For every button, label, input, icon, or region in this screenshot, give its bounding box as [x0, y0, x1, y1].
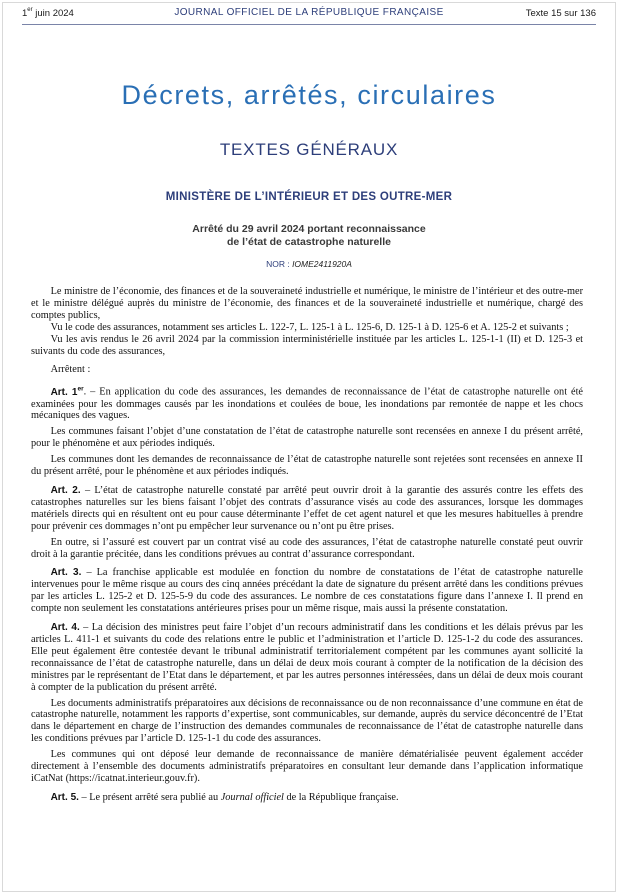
running-header — [22, 8, 596, 22]
article-4: Art. 4. – La décision des ministres peut faire l’objet d’un recours administratif dans les conditions et les délais prévus par les articles L. 411-1 et suivants du code des relations entre le public et l’administration et l’article D. 125-1-2 du code des assurances. Elle peut également être contestée devant le tribunal administratif territorialement compétent par les communes ayant sollicité la reconnaissance de l’état de catastrophe naturelle, dans un délai de deux mois courant à compter de la notification de la décision des ministres par le représentant de l’Etat dans le département, et par les autres personnes intéressées, dans un délai de deux mois courant à compter de la publication du présent arrêté. — [31, 622, 583, 693]
article-1-label: Art. 1er — [50, 385, 84, 398]
rubric-title: Décrets, arrêtés, circulaires — [121, 80, 497, 110]
journal-name: JOURNAL OFFICIEL DE LA RÉPUBLIQUE FRANÇAISE — [174, 7, 444, 18]
section-title: TEXTES GÉNÉRAUX — [219, 140, 399, 159]
publication-date: 1er juin 2024 — [22, 7, 74, 19]
document-body — [31, 286, 583, 804]
article-1-paragraph: Les communes dont les demandes de reconnaissance de l’état de catastrophe naturelle sont rejetées sont recensées en annexe II du présent arrêté, pour le phénomène et aux périodes indiqués. — [31, 454, 583, 478]
preamble-paragraph: Le ministre de l’économie, des finances et de la souveraineté industrielle et numérique, le ministre de l’intérieur et des outre-mer et le ministre délégué auprès du ministre de l’économie, des finances et de la souveraineté industrielle et numérique, chargé des comptes publics, — [31, 286, 583, 321]
arrete-title — [0, 223, 618, 249]
text-number: Texte 15 sur 136 — [525, 8, 596, 19]
article-1: Art. 1er. – En application du code des assurances, les demandes de reconnaissance de l’état de catastrophe naturelle ont été examinées pour les dommages causés par les inondations et coulées de boue, les inondations par remontée de nappe et les chocs mécaniques des vagues. — [31, 385, 583, 422]
header-rule — [22, 24, 596, 25]
article-4-paragraph: Les communes qui ont déposé leur demande de reconnaissance de manière dématérialisée peuvent également accéder directement à l’ensemble des documents administratifs préparatoires en consultant leur demande dans l’application informatique iCatNat (https://icatnat.interieur.gouv.fr). — [31, 749, 583, 784]
nor-reference — [0, 259, 618, 269]
article-2: Art. 2. – L’état de catastrophe naturelle constaté par arrêté peut ouvrir droit à la garantie des assurés contre les effets des catastrophes naturelles sur les biens faisant l’objet des contrats d’assurance visés au code des assurances, lorsque les dommages matériels directs qui en résultent ont eu pour cause déterminante l’effet de cet agent naturel et que les mesures habituelles à prendre pour prévenir ces dommages n’ont pu empêcher leur survenance ou n’ont pu être prises. — [31, 485, 583, 532]
nor-label: NOR : — [266, 259, 293, 269]
visa-paragraph: Vu les avis rendus le 26 avril 2024 par la commission interministérielle instituée par les articles L. 125-1-1 (II) et D. 125-3 et suivants du code des assurances, — [31, 333, 583, 357]
arretent-line: Arrêtent : — [50, 364, 91, 376]
article-3-label: Art. 3. — [50, 567, 82, 579]
arrete-title-line-1: Arrêté du 29 avril 2024 portant reconnaissance — [192, 223, 426, 235]
nor-code: IOME2411920A — [292, 259, 352, 269]
article-4-paragraph: Les documents administratifs préparatoires aux décisions de reconnaissance ou de non reconnaissance d’une commune en état de catastrophe naturelle, notamment les rapports d’expertise, sont communicables, sur demande, auprès du service déconcentré de l’Etat dans le département en charge de l’instruction des demandes communales de reconnaissance de l’état de catastrophe naturelle dans les conditions prévues par l’article D. 125-1-1 du code des assurances. — [31, 697, 583, 745]
ministry-heading: MINISTÈRE DE L’INTÉRIEUR ET DES OUTRE-MER — [165, 191, 453, 203]
article-5: Art. 5. – Le présent arrêté sera publié au Journal officiel de la République française. — [50, 791, 399, 803]
article-4-label: Art. 4. — [50, 622, 80, 634]
arrete-title-line-2: de l’état de catastrophe naturelle — [227, 236, 391, 248]
article-5-label: Art. 5. — [50, 791, 79, 803]
article-3: Art. 3. – La franchise applicable est modulée en fonction du nombre de constatations de l’état de catastrophe naturelle intervenues pour le même risque au cours des cinq années précédant la date de signature du présent arrêté dans les conditions prévues par les articles L. 125-2 et D. 125-5-9 du code des assurances. Le nombre de ces constatations figure dans l’annexe I. Il prend en compte non seulement les constatations antérieures prises pour un même risque, mais aussi la présente constatation. — [31, 567, 583, 615]
article-2-label: Art. 2. — [50, 485, 81, 497]
article-2-paragraph: En outre, si l’assuré est couvert par un contrat visé au code des assurances, l’état de catastrophe naturelle constaté peut ouvrir droit à la garantie précitée, dans les conditions prévues au contrat d’assurance correspondant. — [31, 536, 583, 560]
article-1-paragraph: Les communes faisant l’objet d’une constatation de l’état de catastrophe naturelle sont recensées en annexe I du présent arrêté, pour le phénomène et aux périodes indiqués. — [31, 426, 583, 450]
visa-paragraph: Vu le code des assurances, notamment ses articles L. 122-7, L. 125-1 à L. 125-6, D. 125-1 à D. 125-6 et A. 125-2 et suivants ; — [50, 321, 569, 333]
